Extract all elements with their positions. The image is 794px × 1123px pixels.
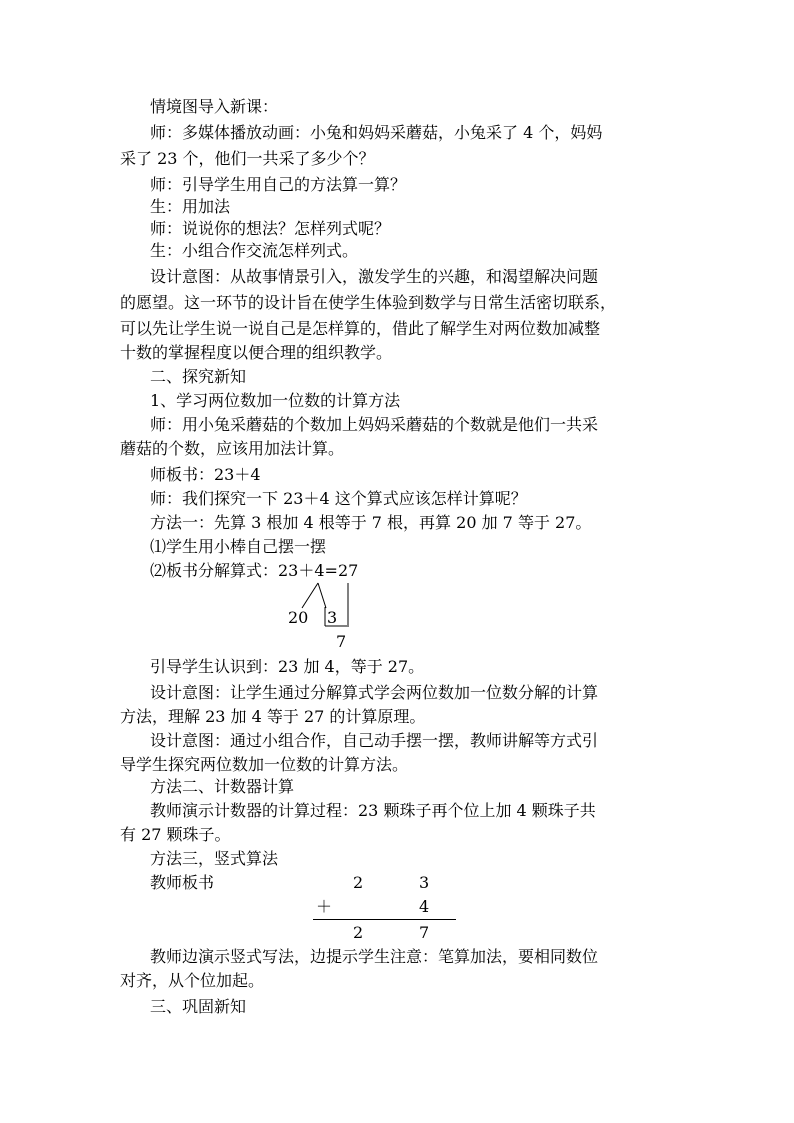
vertical-result-tens: 2 bbox=[353, 923, 364, 942]
paragraph-line: 师：引导学生用自己的方法算一算？ bbox=[150, 175, 407, 194]
design-intent-line: 设计意图：让学生通过分解算式学会两位数加一位数分解的计算 bbox=[150, 683, 599, 702]
paragraph-line: 师板书：23＋4 bbox=[150, 465, 261, 484]
design-intent-line: 设计意图：通过小组合作，自己动手摆一摆，教师讲解等方式引 bbox=[150, 731, 599, 750]
section-heading: 三、巩固新知 bbox=[150, 997, 247, 1016]
paragraph-line: 采了 23 个，他们一共采了多少个？ bbox=[120, 149, 375, 168]
vertical-row1-tens: 2 bbox=[353, 873, 364, 892]
paragraph-line: 方法，理解 23 加 4 等于 27 的计算原理。 bbox=[120, 707, 426, 726]
subsection-heading: 方法二、计数器计算 bbox=[150, 777, 295, 796]
vertical-row2-ones: 4 bbox=[419, 897, 430, 916]
paragraph-line: 可以先让学生说一说自己是怎样算的，借此了解学生对两位数加减整 bbox=[120, 319, 601, 338]
design-intent-line: 设计意图：从故事情景引入，激发学生的兴趣，和渴望解决问题 bbox=[150, 267, 599, 286]
paragraph-line: 师：我们探究一下 23＋4 这个算式应该怎样计算呢？ bbox=[150, 489, 527, 508]
decomposition-sum: 7 bbox=[336, 632, 347, 651]
paragraph-line: 师：多媒体播放动画：小兔和妈妈采蘑菇，小兔采了 4 个，妈妈 bbox=[150, 123, 603, 142]
paragraph-line: 生：用加法 bbox=[150, 197, 231, 216]
decomposition-tens: 20 bbox=[288, 608, 309, 627]
vertical-plus-sign: ＋ bbox=[316, 897, 333, 916]
paragraph-line: 方法一：先算 3 根加 4 根等于 7 根，再算 20 加 7 等于 27。 bbox=[150, 513, 592, 532]
paragraph-line: 教师演示计数器的计算过程：23 颗珠子再个位上加 4 颗珠子共 bbox=[150, 801, 596, 820]
paragraph-line: 的愿望。这一环节的设计旨在使学生体验到数学与日常生活密切联系， bbox=[120, 293, 617, 312]
paragraph-line: 有 27 颗珠子。 bbox=[120, 825, 231, 844]
paragraph-line: 师：说说你的想法？怎样列式呢？ bbox=[150, 219, 391, 238]
subsection-heading: 方法三，竖式算法 bbox=[150, 849, 279, 868]
paragraph-line: 师：用小兔采蘑菇的个数加上妈妈采蘑菇的个数就是他们一共采 bbox=[150, 415, 599, 434]
vertical-sum-rule bbox=[313, 919, 456, 920]
paragraph-line: 引导学生认识到：23 加 4，等于 27。 bbox=[150, 657, 425, 676]
section-intro-heading: 情境图导入新课： bbox=[150, 97, 279, 116]
paragraph-line: ⑴学生用小棒自己摆一摆 bbox=[150, 537, 327, 556]
paragraph-line: 教师边演示竖式写法，边提示学生注意：笔算加法，要相同数位 bbox=[150, 947, 599, 966]
paragraph-line: 导学生探究两位数加一位数的计算方法。 bbox=[120, 755, 409, 774]
decomposition-ones: 3 bbox=[327, 608, 338, 627]
section-heading: 二、探究新知 bbox=[150, 367, 247, 386]
paragraph-line: 蘑菇的个数，应该用加法计算。 bbox=[120, 439, 345, 458]
paragraph-line: ⑵板书分解算式：23＋4=27 bbox=[150, 561, 359, 580]
paragraph-line: 教师板书 bbox=[150, 873, 215, 892]
vertical-row1-ones: 3 bbox=[419, 873, 430, 892]
vertical-result-ones: 7 bbox=[419, 923, 430, 942]
paragraph-line: 对齐，从个位加起。 bbox=[120, 971, 265, 990]
paragraph-line: 生：小组合作交流怎样列式。 bbox=[150, 241, 359, 260]
subsection-heading: 1、学习两位数加一位数的计算方法 bbox=[150, 391, 401, 410]
paragraph-line: 十数的掌握程度以便合理的组织教学。 bbox=[120, 343, 393, 362]
